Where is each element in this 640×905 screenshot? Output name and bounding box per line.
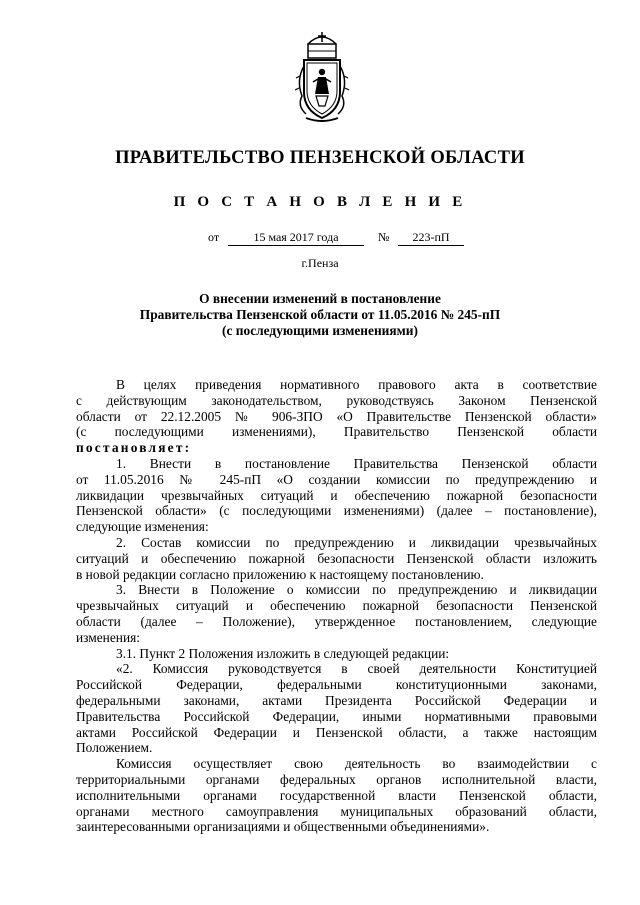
body-line: в новой редакции согласно приложению к настоящему постановлению.	[76, 566, 484, 582]
city-label: г.Пенза	[301, 256, 339, 270]
body-line: В целях приведения нормативного правового акта в соответствие	[116, 377, 597, 392]
body-line: территориальными органами федеральных органов исполнительной власти,	[76, 771, 597, 787]
body-line: 3.1. Пункт 2 Положения изложить в следующей редакции:	[116, 645, 450, 661]
org-title: ПРАВИТЕЛЬСТВО ПЕНЗЕНСКОЙ ОБЛАСТИ	[115, 148, 525, 168]
body-line: 3. Внести в Положение о комиссии по предупреждению и ликвидации	[116, 582, 597, 598]
date-prefix: от	[208, 230, 220, 244]
body-line: органами местного самоуправления муниципальных образований области,	[76, 803, 597, 819]
doc-body	[76, 377, 597, 835]
body-line: заинтересованными организациями и общественными объединениями».	[76, 819, 490, 835]
heading-line: (с последующими изменениями)	[222, 323, 418, 338]
body-line: (с последующими изменениями), Правительство Пензенской области	[76, 424, 597, 440]
heading-line: О внесении изменений в постановление	[199, 291, 441, 306]
body-line: исполнительными органами государственной власти Пензенской области,	[76, 787, 597, 803]
body-line: Российской Федерации, федеральными конституционными законами,	[76, 677, 597, 693]
heading-line: Правительства Пензенской области от 11.05.2016 № 245-пП	[139, 307, 501, 322]
body-line: чрезвычайных ситуаций и обеспечению пожарной безопасности Пензенской	[76, 598, 597, 614]
body-line: Пензенской области» (с последующими изменениями) (далее – постановление),	[76, 503, 597, 519]
doc-heading	[0, 291, 640, 339]
body-line: 1. Внести в постановление Правительства Пензенской области	[116, 455, 597, 471]
doc-type-title: П О С Т А Н О В Л Е Н И Е	[173, 194, 467, 210]
number-prefix: №	[378, 230, 390, 244]
body-line: следующие изменения:	[76, 519, 209, 535]
body-line: ситуаций и обеспечению пожарной безопасности Пензенской области изложить	[76, 550, 597, 566]
body-line: области от 22.12.2005 № 906-ЗПО «О Правительстве Пензенской области»	[76, 408, 597, 424]
body-line: изменения:	[76, 629, 141, 645]
doc-meta-line	[208, 230, 468, 248]
body-line: с действующим законодательством, руководствуясь Законом Пензенской	[76, 392, 597, 408]
body-line: «2. Комиссия руководствуется в своей деятельности Конституцией	[116, 661, 597, 677]
coat-of-arms-icon	[294, 32, 350, 124]
body-line: актами Российской Федерации и Пензенской области, а также настоящим	[76, 724, 597, 740]
body-line: от 11.05.2016 № 245-пП «О создании комиссии по предупреждению и	[76, 471, 597, 487]
body-line: области (далее – Положение), утвержденное постановлением, следующие	[76, 613, 597, 629]
body-line: Комиссия осуществляет свою деятельность во взаимодействии с	[116, 756, 597, 772]
body-line: Положением.	[76, 740, 153, 756]
body-line: ликвидации чрезвычайных ситуаций и обеспечению пожарной безопасности	[76, 487, 597, 503]
body-line: федеральными законами, актами Президента Российской Федерации и	[76, 692, 597, 708]
doc-date: 15 мая 2017 года	[228, 230, 364, 246]
body-line: Правительства Российской Федерации, иными нормативными правовыми	[76, 708, 597, 724]
body-line-resolves: постановляет:	[76, 440, 192, 456]
body-line: 2. Состав комиссии по предупреждению и ликвидации чрезвычайных	[116, 534, 597, 550]
doc-number: 223-пП	[398, 230, 464, 246]
